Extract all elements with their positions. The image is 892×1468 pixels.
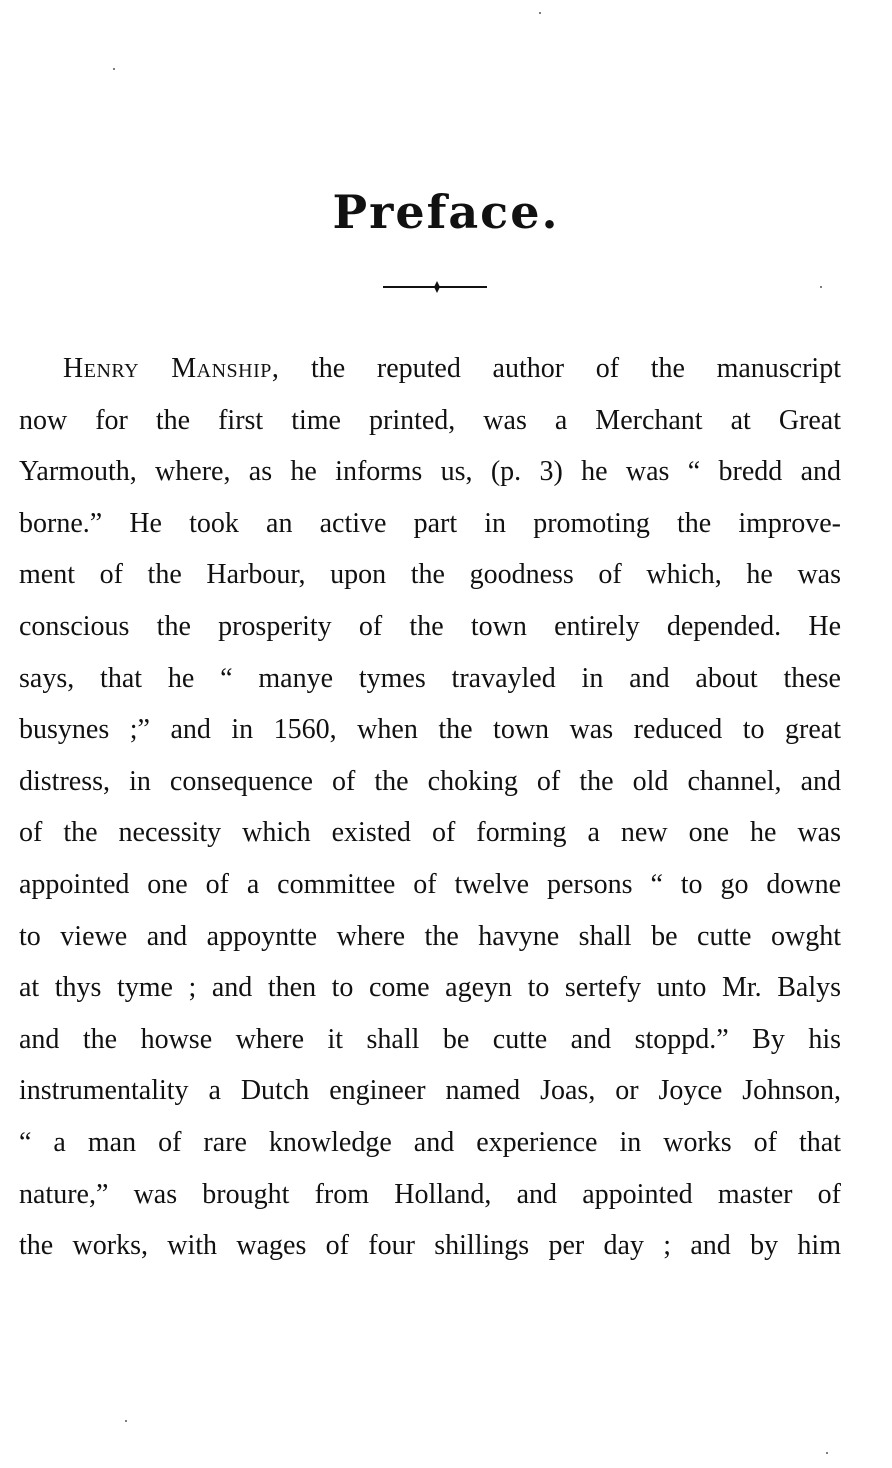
body-text [19, 343, 841, 1272]
text-line: says, that he “ manye tymes travayled in and about these [19, 662, 841, 694]
text-line: at thys tyme ; and then to come ageyn to sertefy unto Mr. Balys [19, 972, 841, 1004]
text-line: now for the first time printed, was a Merchant at Great [19, 404, 841, 436]
text-line: conscious the prosperity of the town entirely depended. He [19, 610, 841, 642]
text-line: Yarmouth, where, as he informs us, (p. 3) he was “ bredd and [19, 456, 841, 488]
text-line: to viewe and appoyntte where the havyne shall be cutte owght [19, 920, 841, 952]
text-line: of the necessity which existed of forming a new one he was [19, 817, 841, 849]
text-line: appointed one of a committee of twelve persons “ to go downe [19, 868, 841, 900]
first-line-text: the reputed author of the manuscript [311, 353, 841, 384]
print-speck [820, 286, 822, 288]
text-line: distress, in consequence of the choking of the old channel, and [19, 765, 841, 797]
text-line: instrumentality a Dutch engineer named Joas, or Joyce Johnson, [19, 1075, 841, 1107]
text-line: and the howse where it shall be cutte and stoppd.” By his [19, 1023, 841, 1055]
print-speck [125, 1420, 127, 1422]
text-line [19, 343, 841, 395]
print-speck [826, 1452, 828, 1454]
page-title: Preface. [332, 185, 560, 239]
text-line: the works, with wages of four shillings per day ; and by him [19, 1230, 841, 1262]
text-line: “ a man of rare knowledge and experience in works of that [19, 1126, 841, 1158]
text-line: nature,” was brought from Holland, and appointed master of [19, 1178, 841, 1210]
title-rule-ornament [383, 280, 487, 294]
author-name: Henry Manship, [63, 353, 280, 384]
print-speck [113, 68, 115, 70]
text-line: borne.” He took an active part in promoting the improve- [19, 507, 841, 539]
text-line: ment of the Harbour, upon the goodness of which, he was [19, 559, 841, 591]
print-speck [539, 12, 541, 14]
text-line: busynes ;” and in 1560, when the town was reduced to great [19, 714, 841, 746]
